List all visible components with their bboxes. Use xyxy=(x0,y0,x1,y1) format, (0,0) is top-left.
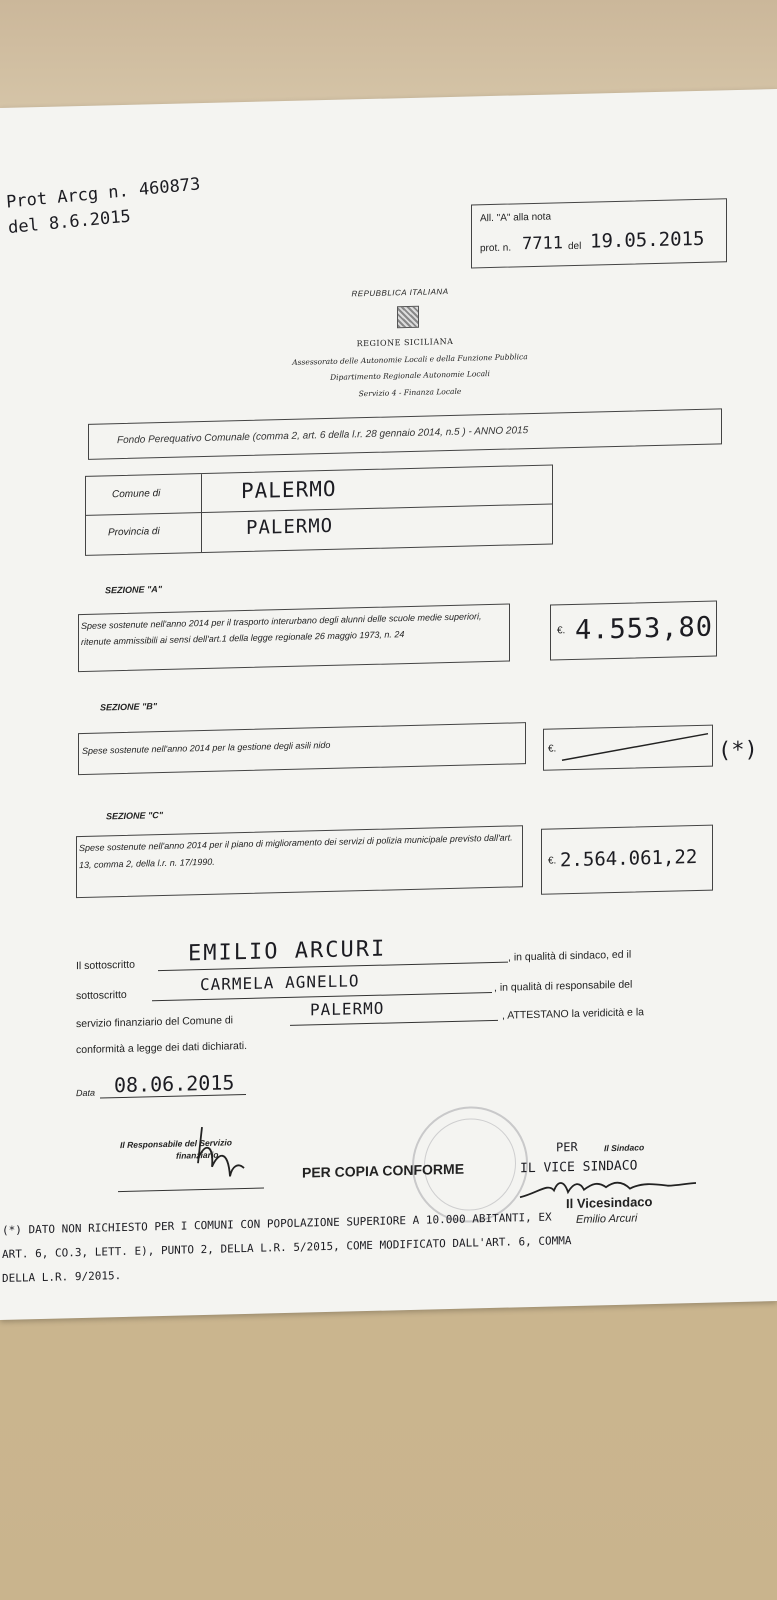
sezione-c-currency: €. xyxy=(548,855,557,867)
responsabile-label-2: finanziario xyxy=(176,1149,219,1161)
vicesindaco-title: Il Vicesindaco xyxy=(566,1194,653,1212)
allegato-prot-number: 7711 xyxy=(522,233,563,255)
allegato-box xyxy=(471,198,727,268)
footnote-line1: (*) DATO NON RICHIESTO PER I COMUNI CON POPOLAZIONE SUPERIORE A 10.000 ABITANTI, EX xyxy=(2,1210,552,1237)
fund-title-box xyxy=(88,408,722,459)
sezione-a-text-box xyxy=(78,604,510,673)
region-heading: REGIONE SICILIANA xyxy=(356,336,454,349)
table-column-divider xyxy=(201,474,202,552)
comune-table xyxy=(85,464,553,555)
allegato-prot-prefix: prot. n. xyxy=(480,242,512,255)
allegato-date: 19.05.2015 xyxy=(590,227,705,253)
table-divider xyxy=(86,504,552,516)
handwritten-protocol-line2: del 8.6.2015 xyxy=(7,206,132,239)
attestation-comune-name: PALERMO xyxy=(310,998,385,1020)
comune-label: Comune di xyxy=(112,488,161,501)
attestation-line4: conformità a legge dei dati dichiarati. xyxy=(76,1039,248,1057)
sezione-b-note-mark: (*) xyxy=(718,737,758,764)
attestation-line1-b: , in qualità di sindaco, ed il xyxy=(508,948,632,964)
sezione-b-amount-box xyxy=(543,725,713,771)
footnote-line2: ART. 6, CO.3, LETT. E), PUNTO 2, DELLA L.R. 5/2015, COME MODIFICATO DALL'ART. 6, COMMA xyxy=(2,1234,572,1261)
responsabile-label-1: Il Responsabile del Servizio xyxy=(120,1137,232,1151)
attestation-line3-b: , ATTESTANO la veridicità e la xyxy=(502,1006,644,1022)
footnote-line3: DELLA L.R. 9/2015. xyxy=(2,1269,122,1285)
sezione-a-amount: 4.553,80 xyxy=(575,611,714,646)
allegato-del-label: del xyxy=(568,240,582,253)
document-page xyxy=(0,89,777,1320)
republic-heading: REPUBBLICA ITALIANA xyxy=(351,287,449,299)
fund-title: Fondo Perequativo Comunale (comma 2, art. 6 della l.r. 28 gennaio 2014, n.5 ) - ANNO 2015 xyxy=(117,425,529,447)
attestation-line1-a: Il sottoscritto xyxy=(76,958,135,973)
sindaco-name: EMILIO ARCURI xyxy=(188,936,387,967)
servizio-line: Servizio 4 - Finanza Locale xyxy=(358,386,462,399)
sezione-b-text: Spese sostenute nell'anno 2014 per la gestione degli asili nido xyxy=(82,739,331,756)
attestation-line2-a: sottoscritto xyxy=(76,988,127,1003)
assessorato-line: Assessorato delle Autonomie Locali e della Funzione Pubblica xyxy=(292,352,528,367)
vice-sindaco-handwritten: IL VICE SINDACO xyxy=(520,1158,638,1177)
sezione-a-text: Spese sostenute nell'anno 2014 per il trasporto interurbano degli alunni delle scuole medie superiori, ritenute ammissibili ai sensi dell'art.1 della legge regionale 26 maggio 1973, n. 24 xyxy=(81,611,482,648)
sezione-b-text-box xyxy=(78,722,526,775)
sezione-a-amount-box xyxy=(550,600,717,660)
sindaco-label: Il Sindaco xyxy=(604,1142,645,1154)
allegato-label: All. "A" alla nota xyxy=(480,211,552,225)
sezione-b-currency: €. xyxy=(548,743,557,755)
sezione-a-currency: €. xyxy=(557,625,566,637)
comune-name-line xyxy=(290,1020,498,1026)
region-emblem-icon xyxy=(397,306,419,329)
sezione-b-title: SEZIONE "B" xyxy=(100,701,158,713)
sezione-a-title: SEZIONE "A" xyxy=(105,584,163,596)
date-label: Data xyxy=(76,1087,96,1099)
comune-value: PALERMO xyxy=(241,476,337,504)
date-value: 08.06.2015 xyxy=(114,1070,235,1098)
provincia-label: Provincia di xyxy=(108,526,160,539)
responsabile-signature xyxy=(184,1122,254,1194)
sezione-c-text-box xyxy=(76,825,523,898)
copia-conforme: PER COPIA CONFORME xyxy=(302,1160,465,1181)
sezione-c-title: SEZIONE "C" xyxy=(106,810,164,822)
handwritten-protocol-line1: Prot Arcg n. 460873 xyxy=(5,174,201,213)
responsabile-name: CARMELA AGNELLO xyxy=(200,971,360,995)
sezione-b-strike-line xyxy=(560,730,710,764)
sezione-c-text: Spese sostenute nell'anno 2014 per il piano di miglioramento dei servizi di polizia municipale previsto dall'art. 13, comma 2, della l.r. n. 17/1990. xyxy=(79,832,513,871)
per-handwritten: PER xyxy=(556,1139,578,1155)
provincia-value: PALERMO xyxy=(246,514,334,539)
dipartimento-line: Dipartimento Regionale Autonomie Locali xyxy=(330,369,490,382)
sezione-c-amount-box xyxy=(541,825,713,895)
sezione-c-amount: 2.564.061,22 xyxy=(560,845,698,872)
attestation-line2-b: , in qualità di responsabile del xyxy=(494,978,633,994)
attestation-line3-a: servizio finanziario del Comune di xyxy=(76,1014,233,1031)
vicesindaco-name: Emilio Arcuri xyxy=(576,1212,638,1226)
